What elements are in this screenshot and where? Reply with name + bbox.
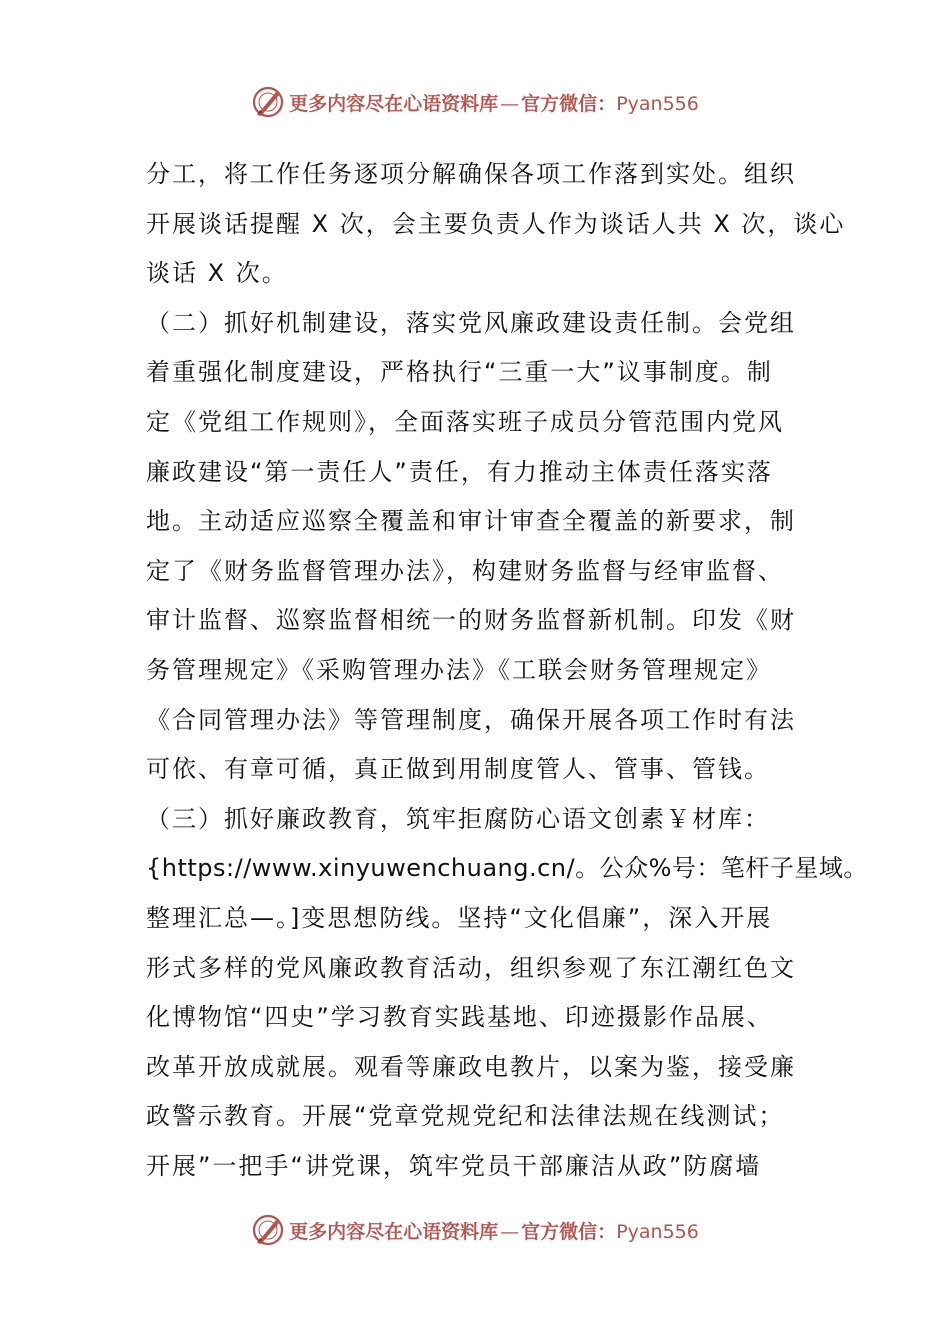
text-line: 化博物馆“四史”学习教育实践基地、印迹摄影作品展、 <box>146 1003 773 1032</box>
text-line: 形式多样的党风廉政教育活动，组织参观了东江潮红色文 <box>146 953 796 982</box>
text-line: 定《党组工作规则》，全面落实班子成员分管范围内党风 <box>146 407 784 436</box>
text-line: 《合同管理办法》等管理制度，确保开展各项工作时有法 <box>146 705 796 734</box>
text-line: （三）抓好廉政教育，筑牢拒腐防心语文创素￥材库： <box>146 804 770 833</box>
text-line: 着重强化制度建设，严格执行“三重一大”议事制度。制 <box>146 358 773 387</box>
text-line: 政警示教育。开展“党章党规党纪和法律法规在线测试； <box>146 1102 785 1131</box>
header-contact-handle: Pyan556 <box>616 92 699 115</box>
text-line: 可依、有章可循，真正做到用制度管人、管事、管钱。 <box>146 755 770 784</box>
quill-pen-seal-icon <box>251 85 285 119</box>
text-line: 廉政建设“第一责任人”责任，有力推动主体责任落实落 <box>146 457 773 486</box>
text-line: 分工，将工作任务逐项分解确保各项工作落到实处。组织 <box>146 160 796 188</box>
text-line: 务管理规定》《采购管理办法》《工联会财务管理规定》 <box>146 655 772 684</box>
footer-contact-label: 官方微信： <box>521 1220 617 1243</box>
text-line: （二）抓好机制建设，落实党风廉政建设责任制。会党组 <box>146 308 796 337</box>
header-contact-label: 官方微信： <box>521 92 617 115</box>
footer-brand: 更多内容尽在心语资料库 <box>289 1220 499 1243</box>
document-body <box>146 150 868 1191</box>
footer-text <box>289 1217 699 1244</box>
text-line: 改革开放成就展。观看等廉政电教片，以案为鉴，接受廉 <box>146 1052 796 1081</box>
footer-banner <box>0 1210 950 1250</box>
text-line: 开展谈话提醒 X 次，会主要负责人作为谈话人共 X 次，谈心 <box>146 209 846 238</box>
text-line: 定了《财务监督管理办法》，构建财务监督与经审监督、 <box>146 556 784 585</box>
header-separator: — <box>500 92 520 115</box>
text-line: 审计监督、巡察监督相统一的财务监督新机制。印发《财 <box>146 606 796 635</box>
text-line: 开展”一把手“讲党课，筑牢党员干部廉洁从政”防腐墙 <box>146 1151 762 1180</box>
footer-contact-handle: Pyan556 <box>616 1220 699 1243</box>
text-line: 整理汇总—。]变思想防线。坚持“文化倡廉”，深入开展 <box>146 903 773 932</box>
header-banner <box>0 82 950 122</box>
header-brand: 更多内容尽在心语资料库 <box>289 92 499 115</box>
text-line: {https://www.xinyuwenchuang.cn/。公众%号：笔杆子星域。 <box>146 854 868 883</box>
quill-pen-seal-icon <box>251 1213 285 1247</box>
footer-separator: — <box>500 1220 520 1243</box>
text-line: 谈话 X 次。 <box>146 259 288 288</box>
header-text <box>289 89 699 116</box>
text-line: 地。主动适应巡察全覆盖和审计审查全覆盖的新要求，制 <box>146 507 796 536</box>
